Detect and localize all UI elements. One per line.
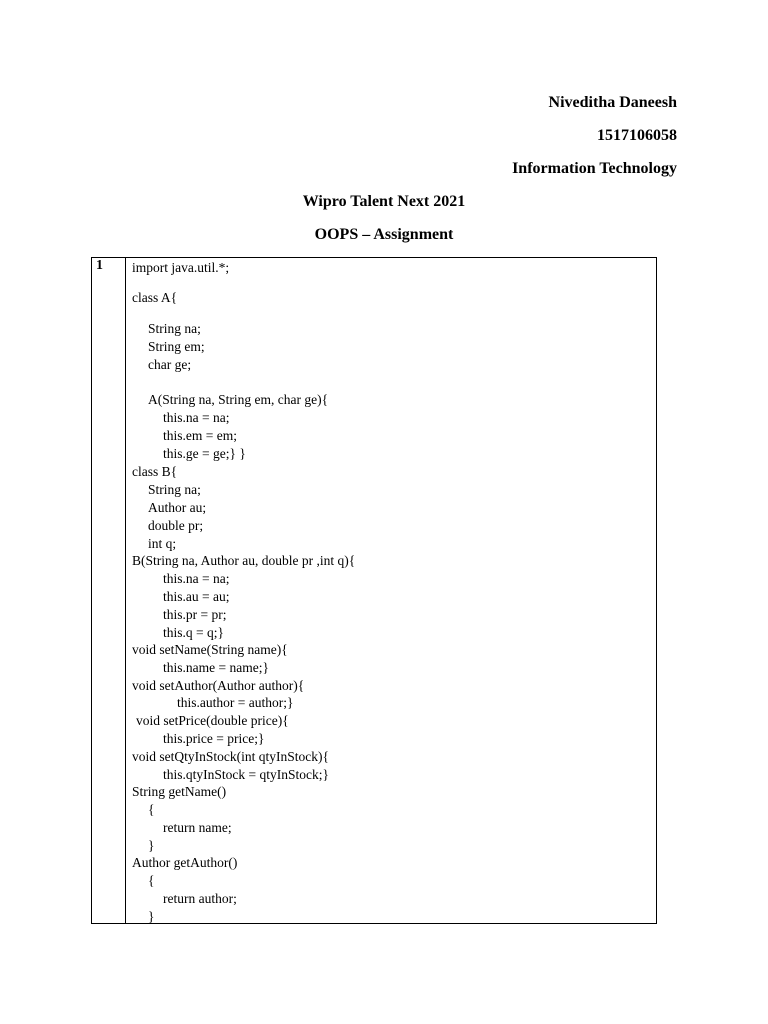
code-line: this.ge = ge;} } <box>163 446 246 461</box>
code-line: this.na = na; <box>163 571 230 586</box>
student-id: 1517106058 <box>597 127 677 144</box>
code-line: String na; <box>148 482 201 497</box>
code-line: this.au = au; <box>163 589 230 604</box>
code-line: import java.util.*; <box>132 260 230 275</box>
code-line: this.q = q;} <box>163 625 224 640</box>
answer-table <box>91 257 657 924</box>
code-line: int q; <box>148 536 177 551</box>
code-line: class B{ <box>132 464 178 479</box>
code-line: this.na = na; <box>163 410 230 425</box>
code-line: void setPrice(double price){ <box>136 713 289 728</box>
department: Information Technology <box>512 160 677 177</box>
code-line: String em; <box>148 339 205 354</box>
code-line: void setQtyInStock(int qtyInStock){ <box>132 749 329 764</box>
code-line: this.price = price;} <box>163 731 265 746</box>
assignment-title: OOPS – Assignment <box>314 226 454 243</box>
student-name: Niveditha Daneesh <box>548 94 677 111</box>
code-cell <box>132 260 652 923</box>
code-line: } <box>148 909 155 924</box>
code-line: Author au; <box>148 500 207 515</box>
code-line: char ge; <box>148 357 192 372</box>
code-line: Author getAuthor() <box>132 855 238 870</box>
question-number-cell <box>92 258 126 923</box>
code-line: { <box>148 873 155 888</box>
code-line: void setName(String name){ <box>132 642 288 657</box>
code-line: this.name = name;} <box>163 660 269 675</box>
code-line: double pr; <box>148 518 204 533</box>
code-line: return name; <box>163 820 232 835</box>
code-line: String na; <box>148 321 201 336</box>
code-line: this.qtyInStock = qtyInStock;} <box>163 767 329 782</box>
program-title: Wipro Talent Next 2021 <box>302 193 466 210</box>
code-line: String getName() <box>132 784 227 799</box>
code-line: B(String na, Author au, double pr ,int q){ <box>132 553 356 568</box>
code-line: this.author = author;} <box>177 695 294 710</box>
code-line: class A{ <box>132 290 178 305</box>
code-line: A(String na, String em, char ge){ <box>148 392 329 407</box>
code-line: return author; <box>163 891 237 906</box>
code-line: } <box>148 838 155 853</box>
code-line: this.em = em; <box>163 428 237 443</box>
question-number: 1 <box>96 258 103 273</box>
code-line: { <box>148 802 155 817</box>
code-line: void setAuthor(Author author){ <box>132 678 305 693</box>
code-line: this.pr = pr; <box>163 607 227 622</box>
